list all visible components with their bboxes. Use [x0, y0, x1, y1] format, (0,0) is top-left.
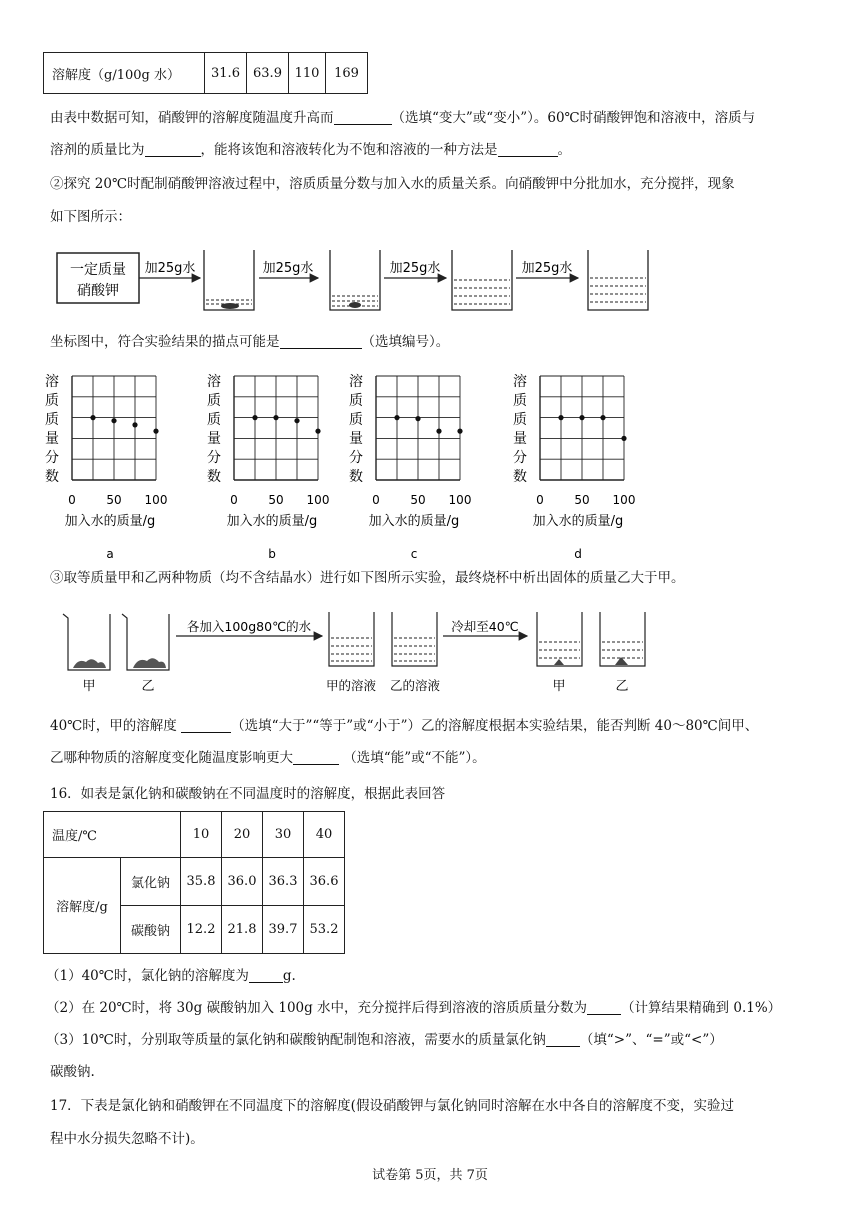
text: （填“>”、“=”或“<”） [579, 1032, 723, 1048]
x-tick-label: 100 [306, 493, 330, 507]
question-16: 16．如表是氯化钠和碳酸钠在不同温度时的溶解度，根据此表回答 [50, 786, 446, 802]
data-point [273, 415, 278, 420]
text: （1）40℃时，氯化钠的溶解度为 [46, 968, 249, 984]
data-point [90, 415, 95, 420]
answer-blank [334, 110, 392, 125]
paragraph-line [50, 108, 755, 128]
solubility-table-nacl-na2co3 [43, 811, 345, 954]
answer-blank [181, 718, 231, 733]
table1-value: 31.6 [205, 53, 247, 94]
text: ，能将该饱和溶液转化为不饱和溶液的一种方法是 [200, 142, 498, 158]
question-17: 17．下表是氯化钠和硝酸钾在不同温度下的溶解度(假设硝酸钾与氯化钠同时溶解在水中各自的溶解度不变，实验过 [50, 1098, 734, 1114]
data-point [600, 415, 605, 420]
answer-blank [293, 750, 339, 765]
question-16-3 [46, 1030, 723, 1050]
x-tick-label: 50 [268, 493, 284, 507]
table2-temp: 20 [222, 812, 263, 858]
paragraph-line [50, 140, 571, 160]
graph-label: c [410, 547, 418, 561]
answer-blank [498, 142, 558, 157]
data-point [457, 429, 462, 434]
data-point [436, 429, 441, 434]
beaker-label: 甲 [82, 679, 96, 694]
beaker-label: 乙 [141, 679, 155, 694]
x-tick-label: 0 [536, 493, 544, 507]
beaker-2 [330, 250, 380, 310]
text: 坐标图中，符合实验结果的描点可能是 [50, 334, 280, 350]
arrow-label: 加25g水 [389, 261, 441, 276]
table2-temp: 30 [263, 812, 304, 858]
x-tick-label: 100 [448, 493, 472, 507]
arrow-label: 加25g水 [262, 261, 314, 276]
graph-a [45, 373, 167, 561]
start-box-line2: 硝酸钾 [77, 283, 119, 299]
y-axis-label-char: 数 [349, 469, 363, 485]
answer-blank [546, 1032, 580, 1047]
answer-blank [587, 1000, 621, 1015]
x-tick-label: 50 [574, 493, 590, 507]
y-axis-label-char: 数 [513, 469, 527, 485]
beaker-3 [452, 250, 512, 310]
cooling-experiment-diagram [40, 600, 680, 700]
table2-temp: 10 [181, 812, 222, 858]
table2-cell: 12.2 [181, 906, 222, 954]
table1-label: 溶解度（g/100g 水） [44, 53, 205, 94]
graph-label: b [268, 547, 276, 561]
table2-cell: 36.6 [304, 858, 345, 906]
solubility-table-kno3 [43, 52, 368, 94]
table2-cell: 36.0 [222, 858, 263, 906]
y-axis-label-char: 分 [513, 450, 527, 466]
table1-value: 63.9 [247, 53, 289, 94]
text: 40℃时，甲的溶解度 [50, 718, 182, 734]
start-box-line1: 一定质量 [70, 262, 126, 278]
question-16-2 [46, 998, 781, 1018]
paragraph-line: ③取等质量甲和乙两种物质（均不含结晶水）进行如下图所示实验，最终烧杯中析出固体的质量乙大于甲。 [50, 570, 685, 586]
y-axis-label-char: 溶 [513, 374, 527, 390]
y-axis-label-char: 质 [45, 412, 59, 428]
table2-substance: 碳酸钠 [120, 906, 180, 954]
text: （选填编号）。 [361, 334, 450, 350]
beaker-jia-cooled [537, 612, 582, 666]
paragraph-line [50, 716, 758, 736]
table2-cell: 39.7 [263, 906, 304, 954]
answer-blank [145, 142, 201, 157]
table2-cell: 35.8 [181, 858, 222, 906]
data-point [558, 415, 563, 420]
x-axis-label: 加入水的质量/g [532, 514, 624, 529]
beaker-jia-solution [329, 612, 374, 666]
beaker-label: 乙 [615, 679, 629, 694]
x-axis-label: 加入水的质量/g [368, 514, 460, 529]
x-tick-label: 50 [410, 493, 426, 507]
beaker-jia-solid [63, 614, 110, 670]
x-axis-label: 加入水的质量/g [64, 514, 156, 529]
paragraph-line [50, 748, 486, 768]
x-axis-label: 加入水的质量/g [226, 514, 318, 529]
table1-value: 110 [289, 53, 326, 94]
text: （选填“变大”或“变小”）。60℃时硝酸钾饱和溶液中，溶质与 [391, 110, 756, 126]
y-axis-label-char: 质 [513, 393, 527, 409]
graph-c [349, 373, 471, 561]
text: （2）在 20℃时，将 30g 碳酸钠加入 100g 水中，充分搅拌后得到溶液的溶质质量分数为 [46, 1000, 588, 1016]
y-axis-label-char: 数 [45, 469, 59, 485]
y-axis-label-char: 量 [349, 431, 363, 447]
answer-blank [280, 334, 362, 349]
text: 乙哪种物质的溶解度变化随温度影响更大 [50, 750, 293, 766]
y-axis-label-char: 溶 [207, 374, 221, 390]
text: 由表中数据可知，硝酸钾的溶解度随温度升高而 [50, 110, 334, 126]
y-axis-label-char: 数 [207, 469, 221, 485]
graph-d [513, 373, 635, 561]
graph-label: d [574, 547, 582, 561]
y-axis-label-char: 质 [513, 412, 527, 428]
y-axis-label-char: 量 [45, 431, 59, 447]
beaker-yi-solid [122, 614, 169, 670]
page-footer: 试卷第 5页，共 7页 [372, 1168, 488, 1183]
paragraph-line: 如下图所示： [50, 209, 131, 225]
coordinate-graphs [40, 362, 680, 562]
data-point [579, 415, 584, 420]
question-17-cont: 程中水分损失忽略不计)。 [50, 1131, 204, 1147]
beaker-1 [204, 250, 254, 310]
x-tick-label: 100 [612, 493, 636, 507]
y-axis-label-char: 溶 [349, 374, 363, 390]
table2-substance: 氯化钠 [120, 858, 180, 906]
data-point [621, 436, 626, 441]
arrow-label: 冷却至40℃ [451, 619, 519, 634]
arrow-label: 加25g水 [521, 261, 573, 276]
y-axis-label-char: 质 [349, 412, 363, 428]
y-axis-label-char: 分 [45, 450, 59, 466]
y-axis-label-char: 质 [207, 412, 221, 428]
beaker-4 [588, 250, 648, 310]
table2-temp: 40 [304, 812, 345, 858]
arrow-label: 各加入100g80℃的水 [186, 619, 312, 634]
y-axis-label-char: 量 [207, 431, 221, 447]
x-tick-label: 0 [372, 493, 380, 507]
y-axis-label-char: 量 [513, 431, 527, 447]
text: 溶剂的质量比为 [50, 142, 145, 158]
data-point [294, 418, 299, 423]
x-tick-label: 0 [68, 493, 76, 507]
paragraph-line: ②探究 20℃时配制硝酸钾溶液过程中，溶质质量分数与加入水的质量关系。向硝酸钾中分批加水，充分搅拌，现象 [50, 176, 735, 192]
question-16-1 [46, 966, 296, 986]
table1-value: 169 [326, 53, 368, 94]
y-axis-label-char: 分 [207, 450, 221, 466]
dissolving-process-diagram [40, 238, 680, 328]
graph-b [207, 373, 329, 561]
data-point [111, 418, 116, 423]
beaker-label: 甲 [552, 679, 566, 694]
data-point [252, 415, 257, 420]
text: 。 [557, 142, 571, 158]
y-axis-label-char: 质 [45, 393, 59, 409]
arrow-label: 加25g水 [144, 261, 196, 276]
data-point [153, 429, 158, 434]
text: （3）10℃时，分别取等质量的氯化钠和碳酸钠配制饱和溶液，需要水的质量氯化钠 [46, 1032, 546, 1048]
text: （选填“大于”“等于”或“小于”）乙的溶解度根据本实验结果，能否判断 40～80℃间甲、 [231, 718, 759, 734]
table2-cell: 21.8 [222, 906, 263, 954]
y-axis-label-char: 质 [349, 393, 363, 409]
y-axis-label-char: 分 [349, 450, 363, 466]
table2-cell: 53.2 [304, 906, 345, 954]
question-16-3-cont: 碳酸钠. [50, 1064, 95, 1080]
table2-cell: 36.3 [263, 858, 304, 906]
x-tick-label: 0 [230, 493, 238, 507]
beaker-yi-solution [392, 612, 437, 666]
data-point [315, 429, 320, 434]
beaker-label: 甲的溶液 [325, 678, 377, 693]
text: （计算结果精确到 0.1%） [621, 1000, 782, 1016]
x-tick-label: 100 [144, 493, 168, 507]
data-point [415, 416, 420, 421]
data-point [132, 422, 137, 427]
y-axis-label-char: 溶 [45, 374, 59, 390]
graph-label: a [106, 547, 114, 561]
beaker-label: 乙的溶液 [389, 678, 441, 693]
beaker-yi-cooled [600, 612, 645, 666]
text: （选填“能”或“不能”）。 [339, 750, 486, 766]
table2-rowlabel: 溶解度/g [44, 858, 121, 954]
data-point [394, 415, 399, 420]
x-tick-label: 50 [106, 493, 122, 507]
paragraph-line [50, 332, 449, 352]
text: g. [282, 968, 296, 984]
y-axis-label-char: 质 [207, 393, 221, 409]
table2-header: 温度/℃ [44, 812, 181, 858]
answer-blank [249, 968, 283, 983]
